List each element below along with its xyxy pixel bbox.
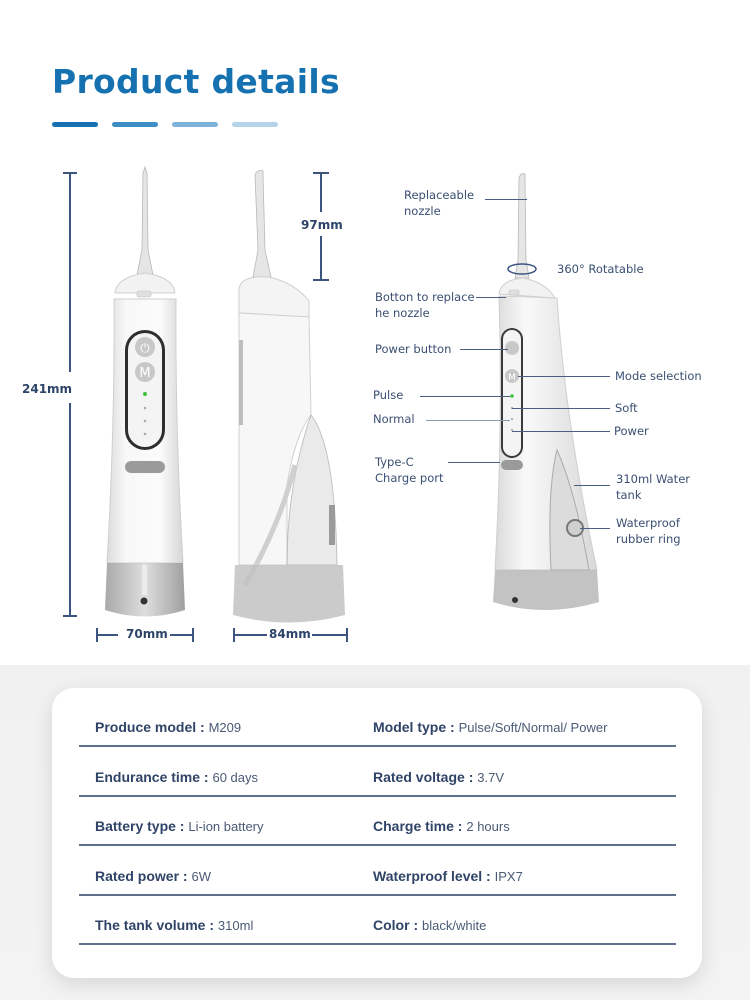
dim-height-label: 241mm [22,382,73,396]
callout-replaceable-nozzle: Replaceable nozzle [404,188,475,218]
dim-front-line-left [96,634,118,636]
dim-front-line-right [170,634,192,636]
callout-soft: Soft [615,401,638,415]
spec-charge-time: Charge time : 2 hours [373,818,510,834]
specs-card [52,688,702,978]
spec-divider-2 [79,795,676,797]
dim-height-line-top [69,172,71,372]
callout-type-c-port: Type-C Charge port [375,455,444,485]
leader-power [512,431,610,432]
spec-waterproof-level: Waterproof level : IPX7 [373,868,523,884]
dim-side-width-label: 84mm [269,627,311,641]
leader-replace-button [476,297,506,298]
leader-type-c-port [448,462,500,463]
dim-front-width-label: 70mm [126,627,168,641]
leader-replaceable-nozzle [485,199,527,200]
device-front-view [95,165,205,625]
callout-rubber-ring: Waterproof rubber ring [616,516,681,546]
svg-text:⏻: ⏻ [140,341,150,355]
title-underline-4 [232,122,278,127]
callout-water-tank: 310ml Water tank [616,472,690,502]
leader-soft [512,408,610,409]
spec-color: Color : black/white [373,917,487,933]
spec-endurance-time: Endurance time : 60 days [95,769,259,785]
svg-text:M: M [139,366,151,381]
dim-front-right-tick [192,628,194,642]
dim-height-line-bottom [69,403,71,615]
callout-power: Power [614,424,649,438]
svg-text:M: M [508,373,516,383]
leader-pulse [420,396,510,397]
leader-power-button [460,349,508,350]
dim-side-line-left [233,634,267,636]
leader-mode-selection [518,376,610,377]
leader-water-tank [574,485,610,486]
dim-side-right-tick [346,628,348,642]
title-underline-3 [172,122,218,127]
dim-height-bottom-tick [63,615,77,617]
spec-divider-4 [79,894,676,896]
spec-divider-1 [79,745,676,747]
spec-rated-power: Rated power : 6W [95,868,211,884]
device-side-view [225,165,355,625]
title-underline-1 [52,122,98,127]
callout-mode-selection: Mode selection [615,369,702,383]
callout-360-rotatable: 360° Rotatable [557,262,644,276]
spec-tank-volume: The tank volume : 310ml [95,917,254,933]
device-annotated-view [485,170,605,620]
callout-pulse: Pulse [373,388,404,402]
spec-divider-5 [79,943,676,945]
callout-replace-button: Botton to replace he nozzle [375,290,475,320]
spec-model-type: Model type : Pulse/Soft/Normal/ Power [373,719,608,735]
callout-normal: Normal [373,412,415,426]
spec-rated-voltage: Rated voltage : 3.7V [373,769,504,785]
spec-battery-type: Battery type : Li-ion battery [95,818,264,834]
leader-rubber-ring [580,528,610,529]
spec-divider-3 [79,844,676,846]
page-title: Product details [52,62,340,101]
callout-power-button: Power button [375,342,452,356]
dim-side-line-right [312,634,346,636]
dim-nozzle-label: 97mm [301,218,343,232]
title-underline-2 [112,122,158,127]
spec-produce-model: Produce model : M209 [95,719,242,735]
leader-normal [426,420,510,421]
